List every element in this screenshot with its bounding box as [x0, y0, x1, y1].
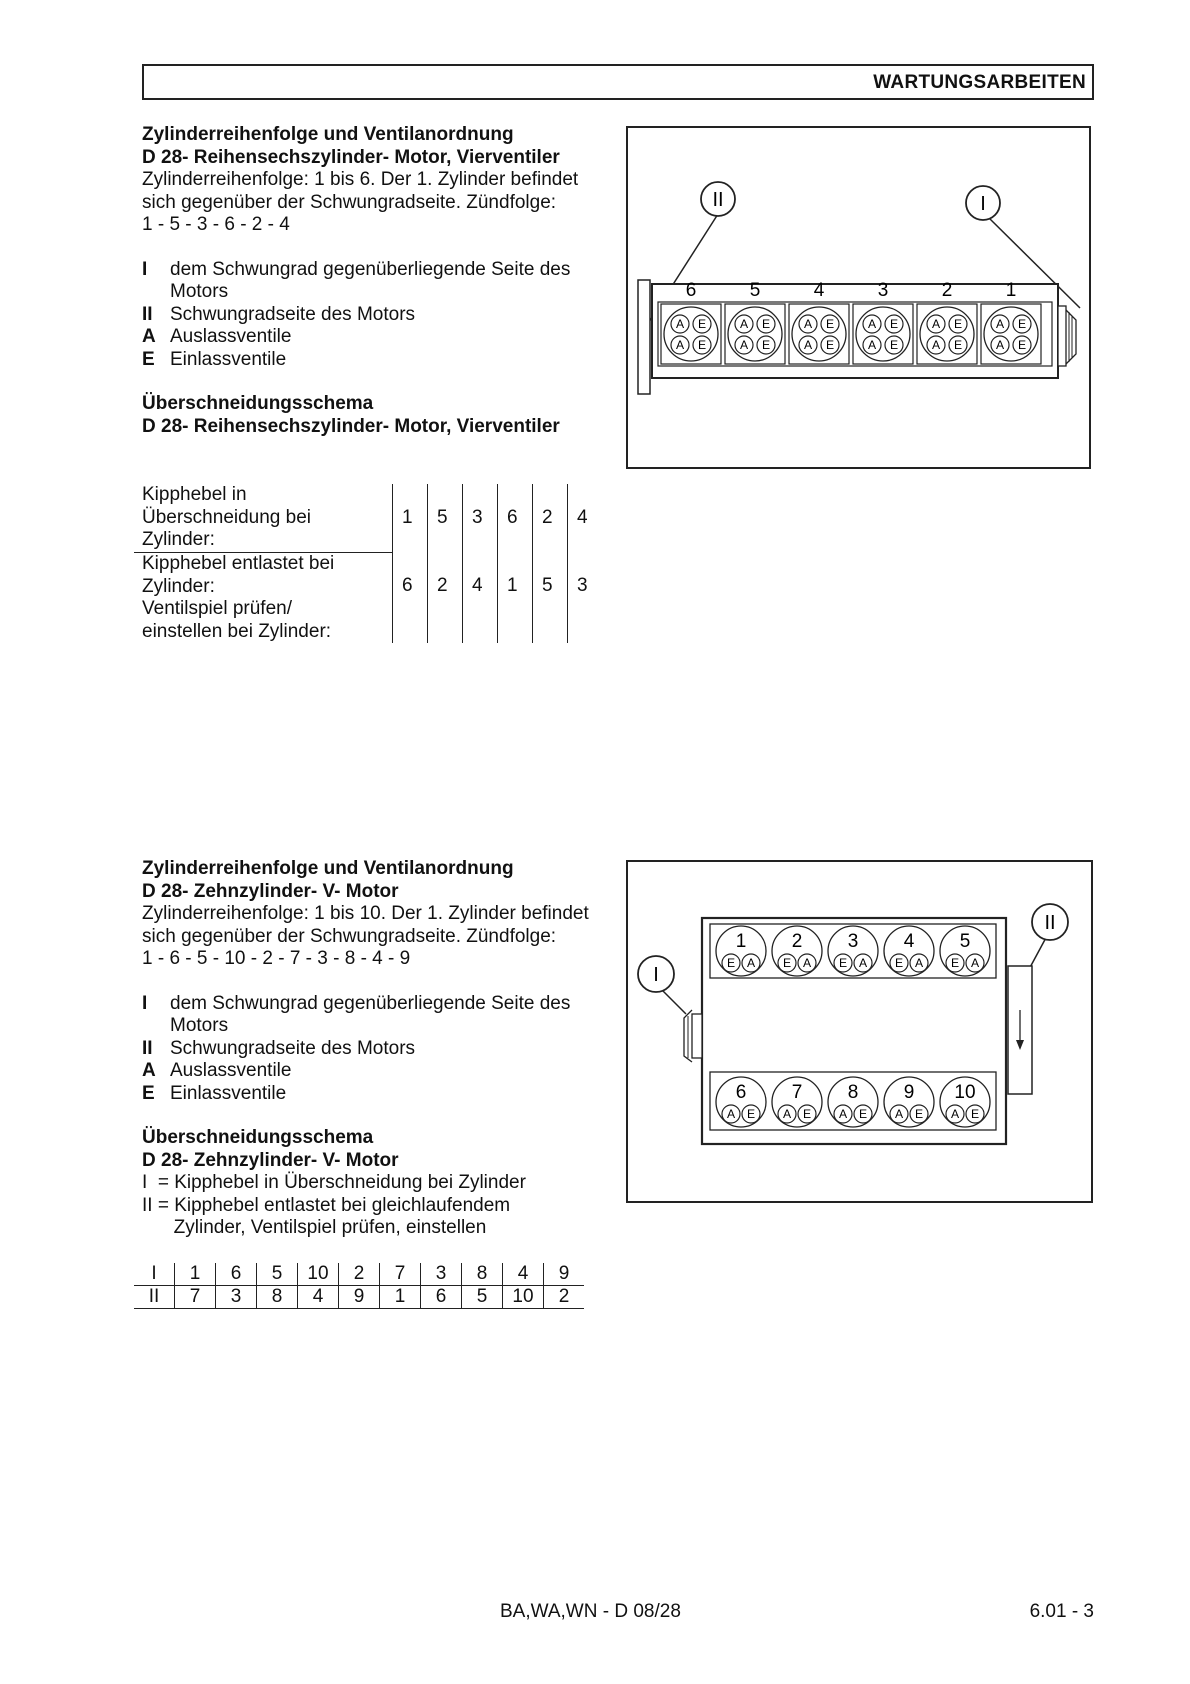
valve-label: A: [950, 1107, 960, 1122]
table-cell: 4: [463, 553, 498, 644]
cylinder-number: 9: [903, 1082, 915, 1103]
section1-schema-heading1: Überschneidungsschema: [142, 393, 374, 414]
valve-label: A: [970, 956, 980, 971]
table-label: Kipphebel in Überschneidung bei Zylinder:: [134, 484, 393, 553]
legend-item: [142, 1083, 622, 1106]
valve-label: A: [931, 338, 941, 353]
cylinder-number: 10: [954, 1082, 976, 1103]
valve-label: E: [1017, 338, 1027, 353]
table-cell: 4: [568, 484, 603, 553]
page-header: [142, 64, 1094, 100]
legend-text: Einlassventile: [170, 1082, 287, 1104]
table-cell: 3: [216, 1286, 257, 1309]
legend-text: Schwungradseite des Motors: [170, 1037, 416, 1059]
table-cell: 3: [421, 1263, 462, 1286]
schema-note: Zylinder, Ventilspiel prüfen, einstellen: [142, 1217, 487, 1238]
cylinder-number: 3: [877, 280, 889, 301]
cylinder-number: 2: [941, 280, 953, 301]
section-v10: [142, 858, 622, 1240]
valve-label: E: [697, 317, 707, 332]
header-title: WARTUNGSARBEITEN: [873, 72, 1086, 93]
valve-label: E: [838, 956, 848, 971]
cylinder-number: 4: [813, 280, 825, 301]
legend-key: II: [142, 1037, 153, 1059]
table-cell: 6: [216, 1263, 257, 1286]
cylinder-bore: [984, 307, 1038, 361]
callout-label: I: [980, 193, 986, 215]
section2-body-line: sich gegenüber der Schwungradseite. Zündfolge:: [142, 925, 557, 947]
valve-label: A: [858, 956, 868, 971]
valve-label: A: [675, 317, 685, 332]
table-cell: 6: [421, 1286, 462, 1309]
valve-label: E: [825, 338, 835, 353]
section1-body-line: Zylinderreihenfolge: 1 bis 6. Der 1. Zylinder befindet: [142, 169, 579, 190]
section1-heading1: Zylinderreihenfolge und Ventilanordnung: [142, 124, 514, 145]
valve-label: E: [914, 1107, 924, 1122]
schema-note: II = Kipphebel entlastet bei gleichlaufendem: [142, 1194, 511, 1216]
cylinder-bore: [728, 307, 782, 361]
valve-label: A: [803, 338, 813, 353]
table-cell: 1: [175, 1263, 216, 1286]
legend-item: [142, 304, 622, 327]
overlap-table-v10: [134, 1263, 584, 1309]
cylinder-number: 3: [847, 931, 859, 952]
valve-label: A: [726, 1107, 736, 1122]
cylinder-number: 1: [1005, 280, 1017, 301]
valve-label: A: [782, 1107, 792, 1122]
legend-item: [142, 1038, 622, 1061]
valve-label: E: [858, 1107, 868, 1122]
valve-label: E: [726, 956, 736, 971]
section1-body-line: 1 - 5 - 3 - 6 - 2 - 4: [142, 214, 290, 235]
section2-heading1: Zylinderreihenfolge und Ventilanordnung: [142, 858, 514, 879]
legend-text: Motors: [170, 1015, 229, 1036]
legend-item: [142, 1060, 622, 1083]
legend-text: Auslassventile: [170, 1060, 292, 1081]
table-cell: 9: [339, 1286, 380, 1309]
legend-item: [142, 259, 622, 304]
cylinder-bore: [920, 307, 974, 361]
cylinder-number: 5: [959, 931, 971, 952]
table-cell: 1: [393, 484, 428, 553]
table-cell: 9: [544, 1263, 585, 1286]
section1-heading2: D 28- Reihensechszylinder- Motor, Vierventiler: [142, 146, 560, 168]
footer-page-number: 6.01 - 3: [1029, 1601, 1094, 1622]
section2-body-line: Zylinderreihenfolge: 1 bis 10. Der 1. Zylinder befindet: [142, 903, 589, 924]
section1-body-line: sich gegenüber der Schwungradseite. Zündfolge:: [142, 191, 557, 213]
pulley-shape: [692, 1014, 702, 1058]
cylinder-bore: [792, 307, 846, 361]
table-cell: 7: [380, 1263, 421, 1286]
table-cell: 2: [533, 484, 568, 553]
table-cell: 10: [298, 1263, 339, 1286]
legend-item: [142, 993, 622, 1038]
v10-diagram-svg: [628, 862, 1091, 1201]
valve-label: A: [739, 338, 749, 353]
valve-label: E: [746, 1107, 756, 1122]
valve-label: A: [746, 956, 756, 971]
table-cell: 6: [393, 553, 428, 644]
valve-label: A: [867, 338, 877, 353]
valve-label: A: [838, 1107, 848, 1122]
valve-label: E: [894, 956, 904, 971]
valve-label: A: [802, 956, 812, 971]
section-inline6: [142, 124, 622, 438]
table-cell: 8: [257, 1286, 298, 1309]
table-label: Kipphebel entlastet bei Zylinder: Ventilspiel prüfen/ einstellen bei Zylinder:: [142, 553, 335, 642]
valve-label: A: [739, 317, 749, 332]
legend-item: [142, 326, 622, 349]
legend-key: E: [142, 348, 155, 370]
section2-heading2: D 28- Zehnzylinder- V- Motor: [142, 880, 399, 902]
table-cell: 6: [498, 484, 533, 553]
legend-text: Schwungradseite des Motors: [170, 303, 416, 325]
callout-label: II: [712, 189, 724, 211]
cylinder-bore: [664, 307, 718, 361]
table-cell: 10: [503, 1286, 544, 1309]
legend-key: A: [142, 326, 156, 347]
table-row-label: I: [134, 1263, 175, 1286]
cylinder-bore: [856, 307, 910, 361]
legend-key: E: [142, 1082, 155, 1104]
table-cell: 2: [339, 1263, 380, 1286]
pulley-shape: [1058, 306, 1066, 366]
section2-schema-heading1: Überschneidungsschema: [142, 1127, 374, 1148]
legend-text: Auslassventile: [170, 326, 292, 347]
section2-schema-heading2: D 28- Zehnzylinder- V- Motor: [142, 1149, 399, 1171]
valve-label: A: [995, 338, 1005, 353]
cylinder-number: 2: [791, 931, 803, 952]
legend-text: dem Schwungrad gegenüberliegende Seite des: [170, 992, 571, 1014]
table-cell: 2: [428, 553, 463, 644]
cylinder-number: 4: [903, 931, 915, 952]
table-cell: 5: [257, 1263, 298, 1286]
legend-key: I: [142, 992, 148, 1014]
cylinder-number: 6: [685, 280, 697, 301]
valve-label: E: [802, 1107, 812, 1122]
valve-label: E: [761, 317, 771, 332]
callout-label: I: [653, 964, 659, 986]
table-cell: 1: [498, 553, 533, 644]
valve-label: E: [1017, 317, 1027, 332]
figure-v10-diagram: [626, 860, 1093, 1203]
section1-schema-heading2: D 28- Reihensechszylinder- Motor, Vierventiler: [142, 415, 560, 437]
valve-label: E: [782, 956, 792, 971]
table-cell: 3: [463, 484, 498, 553]
table-cell: 8: [462, 1263, 503, 1286]
schema-note: I = Kipphebel in Überschneidung bei Zylinder: [142, 1172, 526, 1193]
overlap-table-inline6: [134, 484, 603, 643]
legend-text: Motors: [170, 281, 229, 302]
table-cell: 5: [462, 1286, 503, 1309]
legend-key: A: [142, 1060, 156, 1081]
valve-label: E: [970, 1107, 980, 1122]
table-cell: 4: [503, 1263, 544, 1286]
valve-label: A: [867, 317, 877, 332]
section2-body-line: 1 - 6 - 5 - 10 - 2 - 7 - 3 - 8 - 4 - 9: [142, 948, 411, 969]
callout-label: II: [1044, 912, 1056, 934]
cylinder-number: 5: [749, 280, 761, 301]
cylinder-number: 6: [735, 1082, 747, 1103]
legend-item: [142, 349, 622, 372]
valve-label: A: [995, 317, 1005, 332]
legend-text: Einlassventile: [170, 348, 287, 370]
footer-doc-code: BA,WA,WN - D 08/28: [500, 1601, 681, 1622]
valve-label: A: [803, 317, 813, 332]
valve-label: A: [931, 317, 941, 332]
valve-label: E: [950, 956, 960, 971]
cylinder-number: 7: [791, 1082, 803, 1103]
table-cell: 4: [298, 1286, 339, 1309]
table-cell: 3: [568, 553, 603, 644]
legend-text: dem Schwungrad gegenüberliegende Seite des: [170, 258, 571, 280]
flywheel-shape: [638, 280, 650, 394]
valve-label: E: [889, 338, 899, 353]
valve-label: E: [697, 338, 707, 353]
valve-label: E: [761, 338, 771, 353]
table-cell: 1: [380, 1286, 421, 1309]
valve-label: A: [675, 338, 685, 353]
table-cell: 7: [175, 1286, 216, 1309]
valve-label: A: [894, 1107, 904, 1122]
cylinder-number: 8: [847, 1082, 859, 1103]
inline6-diagram-svg: [628, 128, 1089, 467]
valve-label: A: [914, 956, 924, 971]
table-cell: 5: [533, 553, 568, 644]
figure-inline6-diagram: [626, 126, 1091, 469]
legend-key: I: [142, 258, 148, 280]
cylinder-number: 1: [735, 931, 747, 952]
valve-label: E: [825, 317, 835, 332]
valve-label: E: [953, 338, 963, 353]
table-row-label: II: [134, 1286, 175, 1309]
table-cell: 5: [428, 484, 463, 553]
valve-label: E: [889, 317, 899, 332]
table-cell: 2: [544, 1286, 585, 1309]
valve-label: E: [953, 317, 963, 332]
legend-key: II: [142, 303, 153, 325]
